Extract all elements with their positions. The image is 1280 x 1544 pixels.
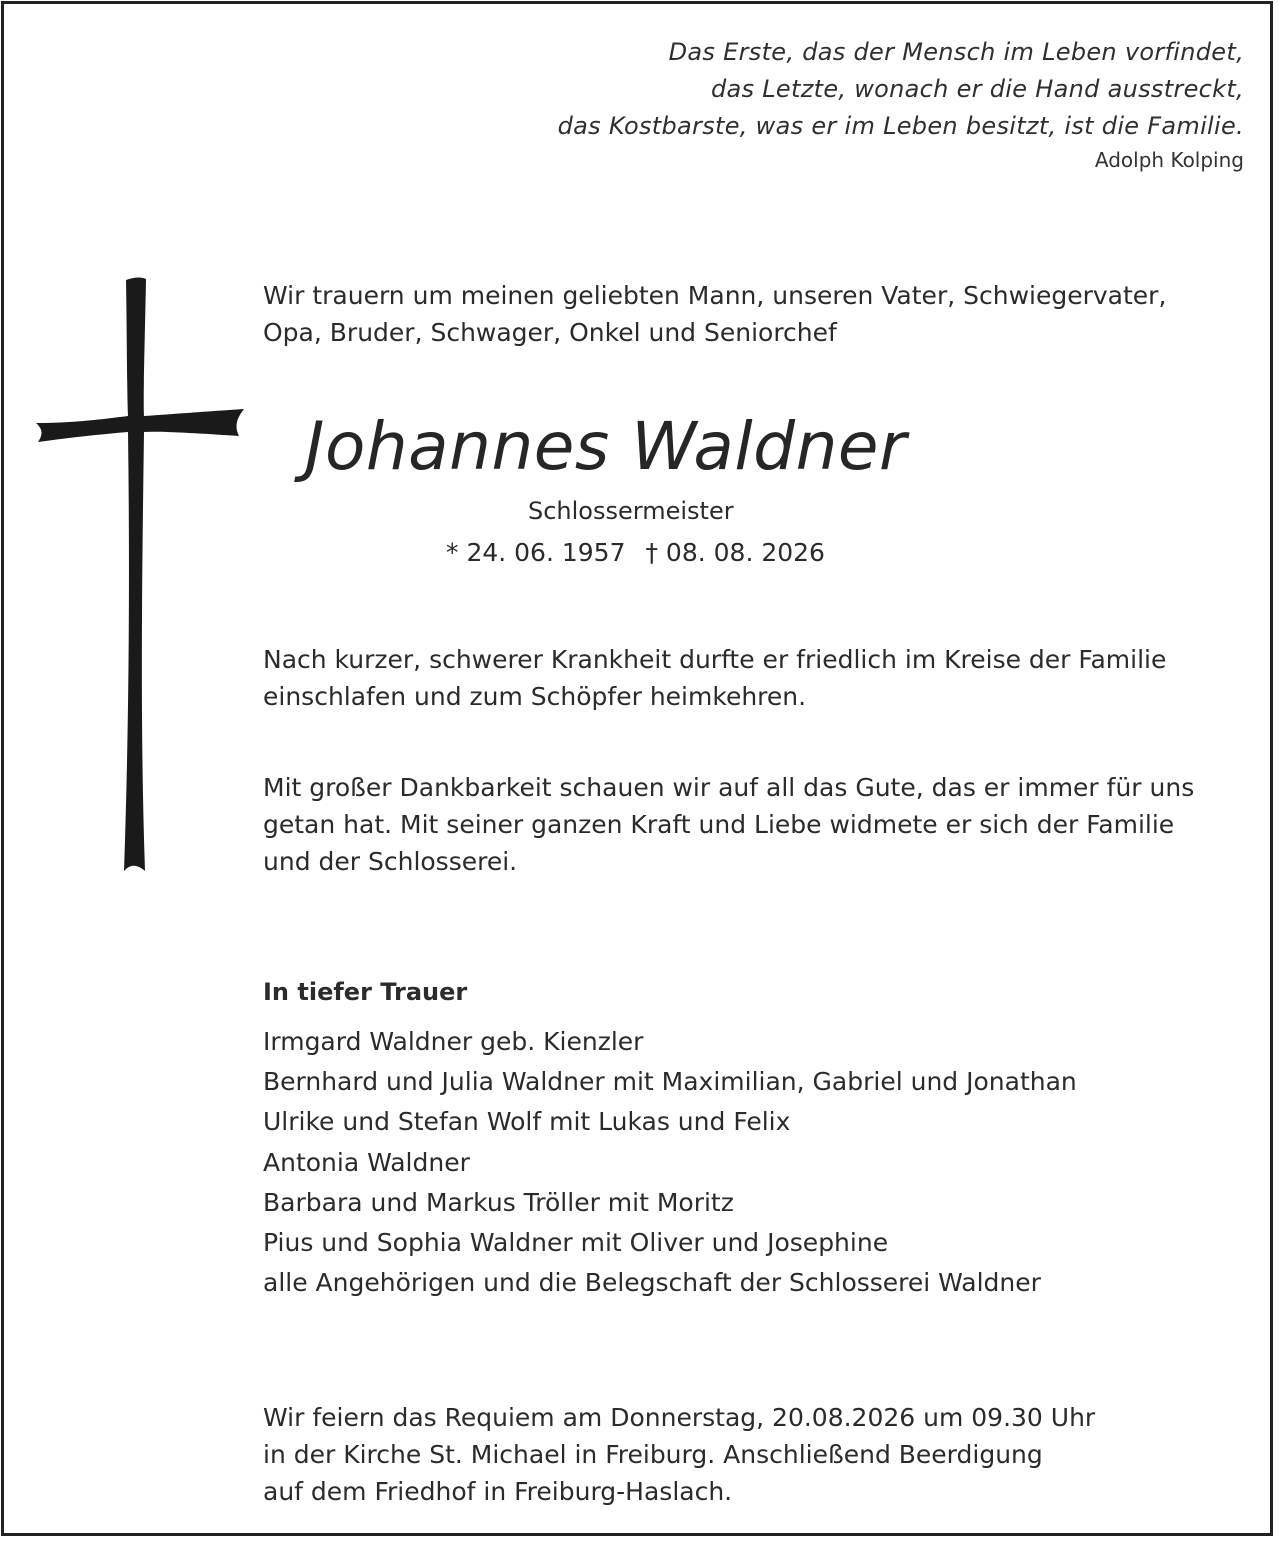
mourners-list bbox=[263, 1022, 1077, 1303]
paragraph-line: einschlafen und zum Schöpfer heimkehren. bbox=[263, 682, 807, 711]
paragraph-line: Nach kurzer, schwerer Krankheit durfte er friedlich im Kreise der Familie bbox=[263, 645, 1167, 674]
quote-line: das Kostbarste, was er im Leben besitzt, ist die Familie. bbox=[557, 112, 1244, 140]
birth-date: * 24. 06. 1957 bbox=[446, 538, 626, 567]
mourner-entry: Barbara und Markus Tröller mit Moritz bbox=[263, 1187, 734, 1217]
quote-line: das Letzte, wonach er die Hand ausstreckt, bbox=[710, 75, 1244, 103]
deceased-profession: Schlossermeister bbox=[528, 497, 734, 525]
epigraph-quote bbox=[558, 34, 1244, 145]
mourner-entry: Irmgard Waldner geb. Kienzler bbox=[263, 1027, 644, 1056]
life-dates bbox=[446, 538, 825, 567]
mourners-heading: In tiefer Trauer bbox=[263, 978, 468, 1006]
gratitude-paragraph bbox=[263, 769, 1194, 880]
cross-icon bbox=[34, 276, 246, 876]
mourner-entry: Pius und Sophia Waldner mit Oliver und Josephine bbox=[263, 1228, 889, 1258]
service-line: in der Kirche St. Michael in Freiburg. Anschließend Beerdigung bbox=[263, 1440, 1043, 1469]
intro-line: Wir trauern um meinen geliebten Mann, unseren Vater, Schwiegervater, bbox=[263, 281, 1167, 310]
mourner-entry: Ulrike und Stefan Wolf mit Lukas und Felix bbox=[263, 1107, 791, 1137]
deceased-name: Johannes Waldner bbox=[305, 408, 907, 485]
mourner-entry: Bernhard und Julia Waldner mit Maximilian, Gabriel und Jonathan bbox=[263, 1067, 1077, 1097]
mourner-entry: Antonia Waldner bbox=[263, 1147, 470, 1177]
quote-author: Adolph Kolping bbox=[1094, 148, 1244, 172]
paragraph-line: getan hat. Mit seiner ganzen Kraft und Liebe widmete er sich der Familie bbox=[263, 810, 1175, 839]
intro-line: Opa, Bruder, Schwager, Onkel und Seniorchef bbox=[263, 318, 837, 347]
intro-text bbox=[263, 277, 1166, 351]
service-line: auf dem Friedhof in Freiburg-Haslach. bbox=[263, 1477, 733, 1506]
paragraph-line: und der Schlosserei. bbox=[263, 847, 518, 876]
paragraph-line: Mit großer Dankbarkeit schauen wir auf all das Gute, das er immer für uns bbox=[263, 773, 1195, 802]
service-info bbox=[263, 1399, 1095, 1510]
passing-paragraph bbox=[263, 641, 1166, 715]
service-line: Wir feiern das Requiem am Donnerstag, 20.08.2026 um 09.30 Uhr bbox=[263, 1403, 1096, 1432]
death-date: † 08. 08. 2026 bbox=[645, 538, 825, 567]
quote-line: Das Erste, das der Mensch im Leben vorfindet, bbox=[668, 38, 1244, 66]
mourner-entry: alle Angehörigen und die Belegschaft der Schlosserei Waldner bbox=[263, 1268, 1041, 1298]
